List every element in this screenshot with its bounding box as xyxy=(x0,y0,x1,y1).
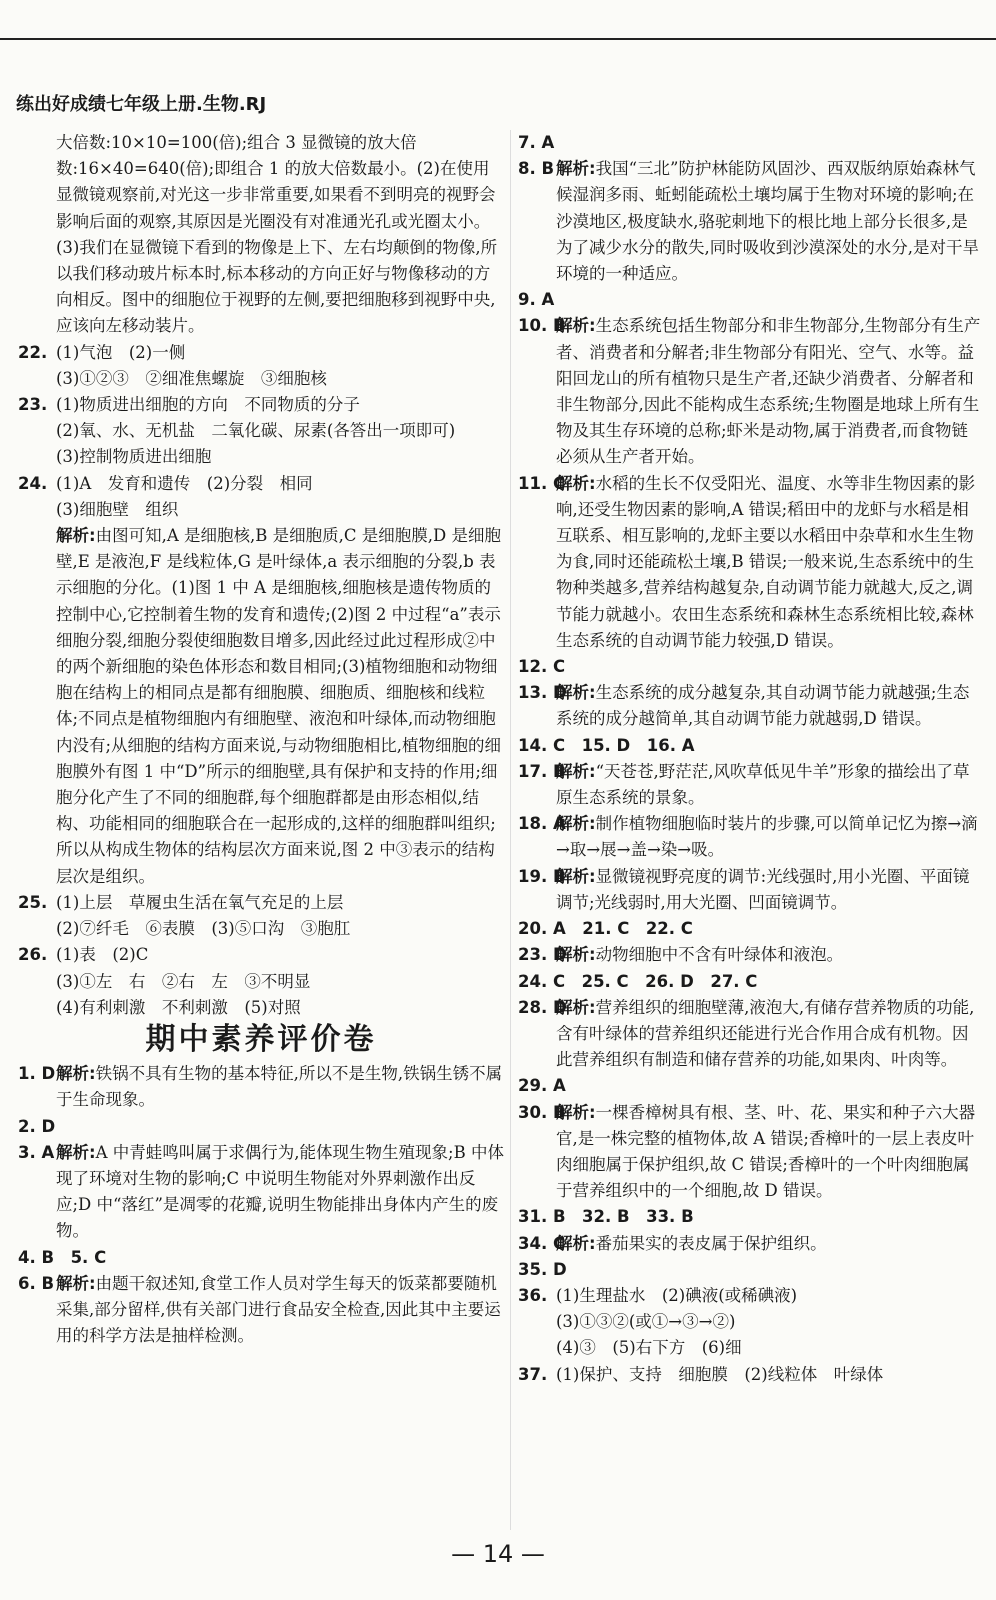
answer-line: (2)⑦纤毛 ⑥表膜 (3)⑤口沟 ③胞肛 xyxy=(56,919,351,939)
answer-line xyxy=(556,130,984,156)
answer-number: 11. C xyxy=(518,473,566,493)
analysis-label: 解析: xyxy=(556,1102,596,1122)
answer-line: (1)保护、支持 细胞膜 (2)线粒体 叶绿体 xyxy=(556,1364,884,1384)
answer-number: 2. D xyxy=(18,1116,56,1136)
answer-number: 9. A xyxy=(518,290,555,310)
analysis-label: 解析: xyxy=(56,1273,96,1293)
answer-analysis: 解析:动物细胞中不含有叶绿体和液泡。 xyxy=(556,945,844,965)
analysis-label: 解析: xyxy=(56,1064,96,1084)
answer-item xyxy=(18,1061,504,1113)
answer-number: 34. C xyxy=(518,1233,566,1253)
answer-number: 23. D xyxy=(518,945,567,965)
answer-item xyxy=(518,1204,984,1230)
answer-line xyxy=(556,1257,984,1283)
answer-line xyxy=(556,287,984,313)
answer-analysis: 解析:生态系统包括生物部分和非生物部分,生物部分有生产者、消费者和分解者;非生物部分有阳光、空气、水等。益阳回龙山的所有植物只是生产者,还缺少消费者、分解者和非生物部分,因此不能构成生态系统;生物圈是地球上所有生物及其生存环境的总称;虾米是动物,属于消费者,而食物链必须从生产者开始。 xyxy=(556,316,981,467)
right-column xyxy=(518,130,984,1388)
answer-analysis: 解析:我国“三北”防护林能防风固沙、西双版纳原始森林气候湿润多雨、蚯蚓能疏松土壤均属于生物对环境的影响;在沙漠地区,极度缺水,骆驼刺地下的根比地上部分长很多,是为了减少水分的散失,同时吸收到沙漠深处的水分,是对干旱环境的一种适应。 xyxy=(556,159,979,284)
answer-number: 13. D xyxy=(518,683,567,703)
answer-item xyxy=(518,1257,984,1283)
analysis-label: 解析: xyxy=(556,814,596,834)
answer-number: 1. D xyxy=(18,1064,56,1084)
answer-line: (1)A 发育和遗传 (2)分裂 相同 xyxy=(56,473,313,493)
answer-item xyxy=(518,156,984,287)
answer-line: (3)①左 右 ②右 左 ③不明显 xyxy=(56,971,311,991)
answer-number: 25. xyxy=(18,892,48,912)
answer-number: 7. A xyxy=(518,133,555,152)
answer-line: (4)③ (5)右下方 (6)细 xyxy=(556,1338,742,1358)
answer-item xyxy=(518,1362,984,1388)
analysis-label: 解析: xyxy=(56,526,96,546)
answer-number: 31. B 32. B 33. B xyxy=(518,1207,694,1227)
answer-number: 22. xyxy=(18,342,48,362)
analysis-label: 解析: xyxy=(556,866,596,886)
answer-line: (1)物质进出细胞的方向 不同物质的分子 xyxy=(56,395,360,415)
answer-number: 14. C 15. D 16. A xyxy=(518,735,695,755)
answer-number: 19. B xyxy=(518,866,566,886)
answer-analysis: 解析:营养组织的细胞壁薄,液泡大,有储存营养物质的功能,含有叶绿体的营养组织还能进行光合作用合成有机物。因此营养组织有制造和储存营养的功能,如果肉、叶肉等。 xyxy=(556,997,975,1070)
answer-analysis: 解析:铁锅不具有生物的基本特征,所以不是生物,铁锅生锈不属于生命现象。 xyxy=(56,1064,503,1110)
answer-number: 12. C xyxy=(518,657,566,677)
answer-item xyxy=(518,1073,984,1099)
analysis-label: 解析: xyxy=(556,473,596,493)
section-title: 期中素养评价卷 xyxy=(145,1021,377,1057)
answer-analysis: 解析:一棵香樟树具有根、茎、叶、花、果实和种子六大器官,是一株完整的植物体,故 A 错误;香樟叶的一层上表皮叶肉细胞属于保护组织,故 C 错误;香樟叶的一个叶肉细胞属于营养组织中的一个细胞,故 D 错误。 xyxy=(556,1102,976,1201)
answer-item xyxy=(18,890,504,942)
answer-item xyxy=(18,392,504,471)
answer-analysis: 解析:生态系统的成分越复杂,其自动调节能力就越强;生态系统的成分越简单,其自动调节能力就越弱,D 错误。 xyxy=(556,683,970,729)
answer-item xyxy=(18,1271,504,1350)
answer-item xyxy=(518,313,984,470)
answer-item xyxy=(518,759,984,811)
analysis-label: 解析: xyxy=(556,761,596,781)
answer-analysis: 解析:由图可知,A 是细胞核,B 是细胞质,C 是细胞膜,D 是细胞壁,E 是液泡,F 是线粒体,G 是叶绿体,a 表示细胞的分裂,b 表示细胞的分化。(1)图 1 中 A 是细胞核,细胞核是遗传物质的控制中心,它控制着生物的发育和遗传;(2)图 2 中过程“a”表示细胞分裂,细胞分裂使细胞数目增多,因此经过此过程形成②中的两个新细胞的染色体形态和数目相同;(3)植物细胞和动物细胞在结构上的相同点是都有细胞膜、细胞质、细胞核和线粒体;不同点是植物细胞内有细胞壁、液泡和叶绿体,而动物细胞内没有;从细胞的结构方面来说,与动物细胞相比,植物细胞的细胞膜外有图 1 中“D”所示的细胞壁,具有保护和支持的作用;细胞分化产生了不同的细胞群,每个细胞群都是由形态相似,结构、功能相同的细胞联合在一起形成的,这样的细胞群叫组织;所以从构成生物体的结构层次方面来说,图 2 中③表示的结构层次是组织。 xyxy=(56,526,502,886)
answer-line: (1)上层 草履虫生活在氧气充足的上层 xyxy=(56,892,344,912)
analysis-label: 解析: xyxy=(56,1142,96,1162)
answer-item xyxy=(518,995,984,1074)
answer-item xyxy=(518,811,984,863)
answer-analysis: 解析:水稻的生长不仅受阳光、温度、水等非生物因素的影响,还受生物因素的影响,A 错误;稻田中的龙虾与水稻是相互联系、相互影响的,龙虾主要以水稻田中杂草和水生生物为食,同时还能疏松土壤,B 错误;一般来说,生态系统中的生物种类越多,营养结构越复杂,自动调节能力就越大,反之,调节能力就越小。农田生态系统和森林生态系统相比较,森林生态系统的自动调节能力较强,D 错误。 xyxy=(556,473,976,650)
answer-number: 36. xyxy=(518,1285,548,1305)
answer-number: 18. A xyxy=(518,814,566,834)
running-header: 练出好成绩七年级上册.生物.RJ xyxy=(16,94,267,115)
answer-item xyxy=(518,969,984,995)
answer-continuation: 大倍数:10×10=100(倍);组合 3 显微镜的放大倍数:16×40=640(倍);即组合 1 的放大倍数最小。(2)在使用显微镜观察前,对光这一步非常重要,如果看不到明亮的视野会影响后面的观察,其原因是光圈没有对准通光孔或光圈太小。(3)我们在显微镜下看到的物像是上下、左右均颠倒的物像,所以我们移动玻片标本时,标本移动的方向正好与物像移动的方向相反。图中的细胞位于视野的左侧,要把细胞移到视野中央,应该向左移动装片。 xyxy=(56,133,498,336)
answer-item xyxy=(518,1100,984,1205)
answer-number: 30. B xyxy=(518,1102,566,1122)
answer-item xyxy=(18,942,504,1021)
answer-item xyxy=(518,654,984,680)
answer-number: 4. B 5. C xyxy=(18,1247,107,1267)
answer-item xyxy=(18,1245,504,1271)
answer-number: 37. xyxy=(518,1364,548,1384)
answer-line: (3)①②③ ②细准焦螺旋 ③细胞核 xyxy=(56,368,327,388)
column-divider xyxy=(510,130,511,1530)
answer-number: 3. A xyxy=(18,1142,55,1162)
answer-item xyxy=(518,680,984,732)
answer-item xyxy=(518,287,984,313)
answer-line: (1)生理盐水 (2)碘液(或稀碘液) xyxy=(556,1285,798,1305)
analysis-label: 解析: xyxy=(556,683,596,703)
answer-line: (3)①③②(或①→③→②) xyxy=(556,1312,736,1332)
page-number: — 14 — xyxy=(451,1540,545,1568)
answer-item xyxy=(518,130,984,156)
analysis-label: 解析: xyxy=(556,1233,596,1253)
analysis-label: 解析: xyxy=(556,316,596,336)
analysis-label: 解析: xyxy=(556,159,596,179)
answer-number: 10. B xyxy=(518,316,566,336)
answer-line xyxy=(556,654,984,680)
analysis-label: 解析: xyxy=(556,945,596,965)
answer-line: (3)控制物质进出细胞 xyxy=(56,447,212,467)
answer-number: 26. xyxy=(18,945,48,965)
answer-analysis: 解析:显微镜视野亮度的调节:光线强时,用小光圈、平面镜调节;光线弱时,用大光圈、凹面镜调节。 xyxy=(556,866,970,912)
answer-item xyxy=(18,340,504,392)
answer-item xyxy=(518,916,984,942)
answer-line: (1)气泡 (2)一侧 xyxy=(56,342,186,362)
answer-item xyxy=(518,1231,984,1257)
answer-item xyxy=(18,1114,504,1140)
analysis-label: 解析: xyxy=(556,997,596,1017)
answer-analysis: 解析:番茄果实的表皮属于保护组织。 xyxy=(556,1233,827,1253)
answer-item xyxy=(518,942,984,968)
answer-item xyxy=(18,471,504,890)
answer-number: 17. B xyxy=(518,761,566,781)
answer-line: (4)有利刺激 不利刺激 (5)对照 xyxy=(56,997,301,1017)
answer-line xyxy=(56,1245,504,1271)
answer-item xyxy=(518,864,984,916)
answer-number: 24. C 25. C 26. D 27. C xyxy=(518,971,758,991)
top-rule xyxy=(0,38,996,40)
answer-number: 24. xyxy=(18,473,48,493)
answer-item xyxy=(18,1140,504,1245)
answer-analysis: 解析:A 中青蛙鸣叫属于求偶行为,能体现生物生殖现象;B 中体现了环境对生物的影响;C 中说明生物能对外界刺激作出反应;D 中“落红”是凋零的花瓣,说明生物能排出身体内产生的废物。 xyxy=(56,1142,504,1241)
answer-analysis: 解析:“天苍苍,野茫茫,风吹草低见牛羊”形象的描绘出了草原生态系统的景象。 xyxy=(556,761,970,808)
answer-item xyxy=(518,1283,984,1362)
answer-line: (3)细胞壁 组织 xyxy=(56,499,179,519)
left-column xyxy=(18,130,504,1349)
answer-line xyxy=(556,1073,984,1099)
answer-number: 35. D xyxy=(518,1259,567,1279)
answer-number: 23. xyxy=(18,395,48,415)
answer-item xyxy=(518,733,984,759)
answer-line xyxy=(56,1114,504,1140)
answer-line: (1)表 (2)C xyxy=(56,945,149,965)
answer-number: 8. B xyxy=(518,159,555,179)
answer-item xyxy=(518,471,984,654)
answer-line: (2)氧、水、无机盐 二氧化碳、尿素(各答出一项即可) xyxy=(56,421,456,441)
answer-analysis: 解析:制作植物细胞临时装片的步骤,可以简单记忆为擦→滴→取→展→盖→染→吸。 xyxy=(556,814,978,860)
answer-number: 20. A 21. C 22. C xyxy=(518,919,693,939)
answer-number: 28. D xyxy=(518,997,567,1017)
answer-analysis: 解析:由题干叙述知,食堂工作人员对学生每天的饭菜都要随机采集,部分留样,供有关部门进行食品安全检查,因此其中主要运用的科学方法是抽样检测。 xyxy=(56,1273,501,1346)
answer-number: 29. A xyxy=(518,1076,566,1096)
answer-number: 6. B xyxy=(18,1273,55,1293)
